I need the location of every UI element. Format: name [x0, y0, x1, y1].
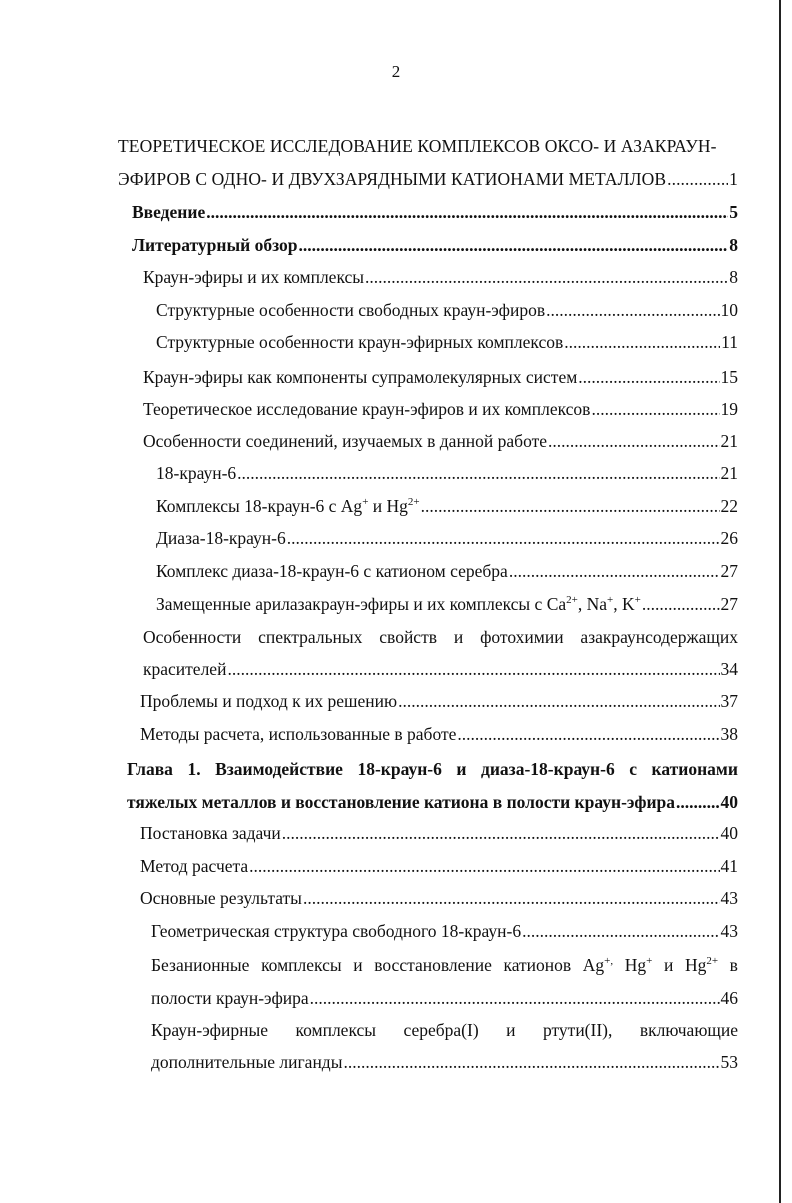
toc-chapter1-line2[interactable] — [127, 789, 738, 815]
toc-page-number: 8 — [729, 267, 738, 287]
toc-page-number: 11 — [721, 332, 738, 352]
word: в — [729, 955, 738, 975]
word: катионами — [651, 759, 738, 779]
toc-page-number: 5 — [729, 202, 738, 222]
word: азакраунсодержащих — [580, 627, 738, 647]
leader-dots — [421, 493, 720, 519]
word: комплексы — [261, 955, 342, 975]
word: и — [456, 759, 467, 779]
toc-entry-supramolecular[interactable] — [143, 364, 738, 390]
word: и — [663, 955, 674, 975]
leader-dots — [564, 329, 720, 355]
toc-entry-text: Диаза-18-краун-6 — [156, 528, 286, 548]
toc-entry-crown-complexes[interactable] — [143, 264, 738, 290]
leader-dots — [667, 166, 728, 192]
toc-entry-anionless-line1[interactable] — [151, 952, 738, 978]
toc-entry-silver-mercury-line1[interactable] — [151, 1017, 738, 1043]
leader-dots — [676, 789, 719, 815]
toc-entry-silver-mercury-line2[interactable] — [151, 1049, 738, 1075]
toc-entry-introduction[interactable] — [132, 199, 738, 225]
toc-entry-task[interactable] — [140, 820, 738, 846]
word: с — [629, 759, 638, 779]
toc-page-number: 41 — [720, 856, 738, 876]
toc-entry-text: Основные результаты — [140, 888, 302, 908]
toc-entry-text: Введение — [132, 202, 206, 222]
toc-entry-text: Замещенные арилазакраун-эфиры и их комплексы с $Ca^{2+}$, Na+, K+ — [156, 594, 641, 614]
toc-entry-text: Теоретическое исследование краун-эфиров и их комплексов — [143, 399, 591, 419]
word: катионов — [503, 955, 572, 975]
toc-entry-results[interactable] — [140, 885, 738, 911]
word: Безанионные — [151, 955, 250, 975]
toc-entry-text: Особенности соединений, изучаемых в данной работе — [143, 431, 548, 451]
leader-dots — [303, 885, 720, 911]
toc-title-text: ЭФИРОВ С ОДНО- И ДВУХЗАРЯДНЫМИ КАТИОНАМИ МЕТАЛЛОВ — [118, 169, 667, 189]
toc-entry-methods[interactable] — [140, 721, 738, 747]
toc-entry-text: Геометрическая структура свободного 18-краун-6 — [151, 921, 522, 941]
leader-dots — [591, 396, 719, 422]
toc-page-number: 43 — [720, 888, 738, 908]
word: $Hg^{2+}$ — [684, 955, 719, 975]
word: Особенности — [143, 627, 242, 647]
toc-entry-text: Проблемы и подход к их решению — [140, 691, 398, 711]
toc-entry-arylaza[interactable] — [156, 591, 738, 617]
toc-entry-geometry[interactable] — [151, 918, 738, 944]
toc-page-number: 15 — [720, 367, 738, 387]
leader-dots — [509, 558, 720, 584]
toc-page-number: 1 — [729, 169, 738, 189]
leader-dots — [206, 199, 728, 225]
toc-chapter1-line1[interactable] — [127, 756, 738, 782]
leader-dots — [546, 297, 719, 323]
leader-dots — [365, 264, 728, 290]
toc-entry-ag-hg-complexes[interactable] — [156, 493, 738, 519]
leader-dots — [282, 820, 720, 846]
toc-entry-text: Краун-эфиры как компоненты супрамолекулярных систем — [143, 367, 578, 387]
toc-entry-dyes-line2[interactable] — [143, 656, 738, 682]
word: и — [506, 1020, 516, 1040]
toc-entry-dyes-line1[interactable] — [143, 624, 738, 650]
word: Краун-эфирные — [151, 1020, 268, 1040]
word: восстановление — [374, 955, 492, 975]
word: включающие — [639, 1020, 738, 1040]
leader-dots — [343, 1049, 719, 1075]
toc-entry-text: Литературный обзор — [132, 235, 298, 255]
leader-dots — [642, 591, 720, 617]
page-number: 2 — [391, 62, 401, 81]
toc-entry-diaza[interactable] — [156, 525, 738, 551]
toc-entry-text: тяжелых металлов и восстановление катиона в полости краун-эфира — [127, 792, 676, 812]
toc-page-number: 8 — [729, 235, 738, 255]
toc-page-number: 10 — [720, 300, 738, 320]
toc-page-number: 27 — [720, 561, 738, 581]
toc-entry-anionless-line2[interactable] — [151, 985, 738, 1011]
toc-entry-text: красителей — [143, 659, 227, 679]
leader-dots — [249, 853, 719, 879]
toc-entry-diaza-silver[interactable] — [156, 558, 738, 584]
toc-entry-theoretical[interactable] — [143, 396, 738, 422]
toc-page-number: 19 — [720, 399, 738, 419]
word: и — [353, 955, 363, 975]
word: ртути(II), — [542, 1020, 613, 1040]
word: Ag+, — [582, 955, 614, 975]
toc-entry-text: Структурные особенности свободных краун-эфиров — [156, 300, 546, 320]
toc-entry-text: Комплекс диаза-18-краун-6 с катионом серебра — [156, 561, 508, 581]
toc-page-number: 53 — [720, 1052, 738, 1072]
toc-entry-problems[interactable] — [140, 688, 738, 714]
toc-entry-18-crown-6[interactable] — [156, 460, 738, 486]
word: комплексы — [295, 1020, 377, 1040]
leader-dots — [398, 688, 719, 714]
toc-page-number: 27 — [720, 594, 738, 614]
leader-dots — [522, 918, 719, 944]
toc-page-number: 37 — [720, 691, 738, 711]
leader-dots — [457, 721, 719, 747]
word: Взаимодействие — [215, 759, 343, 779]
toc-entry-text: Постановка задачи — [140, 823, 281, 843]
word: и — [453, 627, 464, 647]
toc-entry-complex-structure[interactable] — [156, 329, 738, 355]
leader-dots — [227, 656, 719, 682]
toc-entry-text: Метод расчета — [140, 856, 249, 876]
toc-title-line2[interactable] — [118, 166, 738, 192]
toc-page-number: 38 — [720, 724, 738, 744]
toc-page-number: 34 — [720, 659, 738, 679]
toc-entry-text: полости краун-эфира — [151, 988, 309, 1008]
word: серебра(I) — [403, 1020, 479, 1040]
leader-dots — [237, 460, 719, 486]
leader-dots — [578, 364, 719, 390]
toc-entry-features[interactable] — [143, 428, 738, 454]
toc-page-number: 40 — [720, 823, 738, 843]
toc-entry-text: Комплексы 18-краун-6 с Ag+ и $Hg^{2+}$ — [156, 496, 420, 516]
toc-entry-text: 18-краун-6 — [156, 463, 237, 483]
leader-dots — [548, 428, 719, 454]
word: фотохимии — [480, 627, 564, 647]
toc-page-number: 21 — [720, 431, 738, 451]
toc-page-number: 21 — [720, 463, 738, 483]
leader-dots — [298, 232, 728, 258]
word: свойств — [379, 627, 437, 647]
word: 18-краун-6 — [357, 759, 442, 779]
word: Глава — [127, 759, 173, 779]
toc-page-number: 26 — [720, 528, 738, 548]
toc-entry-text: Методы расчета, использованные в работе — [140, 724, 457, 744]
toc-entry-text: Структурные особенности краун-эфирных комплексов — [156, 332, 564, 352]
toc-page-number: 43 — [720, 921, 738, 941]
word: Hg+ — [624, 955, 653, 975]
leader-dots — [310, 985, 720, 1011]
toc-entry-calc-method[interactable] — [140, 853, 738, 879]
toc-entry-text: Краун-эфиры и их комплексы — [143, 267, 365, 287]
leader-dots — [287, 525, 720, 551]
toc-entry-text: дополнительные лиганды — [151, 1052, 343, 1072]
word: спектральных — [258, 627, 363, 647]
toc-entry-free-structure[interactable] — [156, 297, 738, 323]
toc-title-line1: ТЕОРЕТИЧЕСКОЕ ИССЛЕДОВАНИЕ КОМПЛЕКСОВ ОКСО- И АЗАКРАУН- — [118, 136, 717, 156]
word: 1. — [187, 759, 201, 779]
toc-page-number: 46 — [720, 988, 738, 1008]
toc-page-number: 22 — [720, 496, 738, 516]
word: диаза-18-краун-6 — [481, 759, 615, 779]
page-edge-line — [779, 0, 781, 1203]
toc-entry-lit-review[interactable] — [132, 232, 738, 258]
toc-page-number: 40 — [720, 792, 738, 812]
